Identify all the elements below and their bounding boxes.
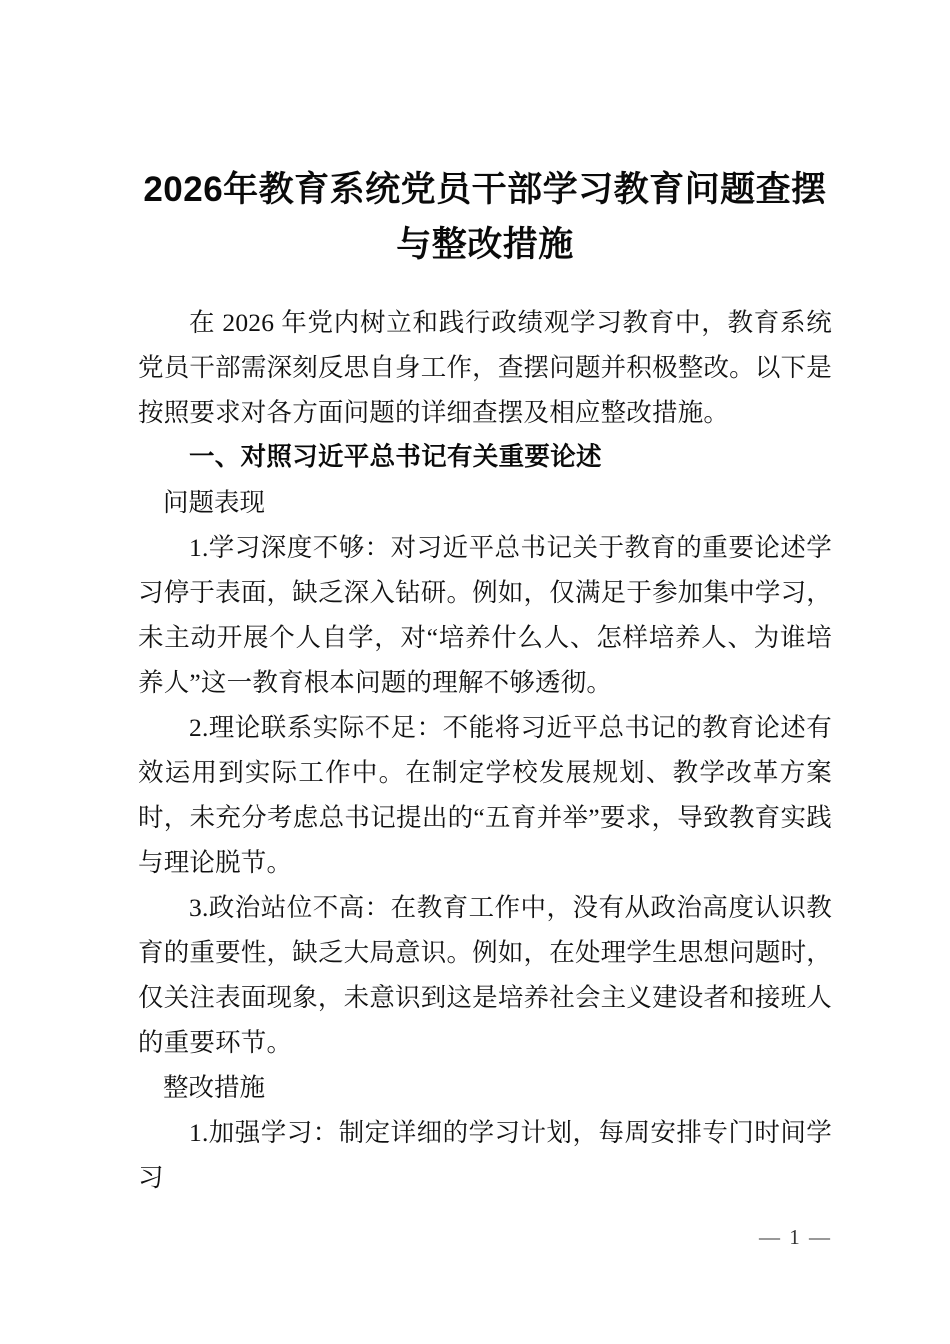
- problem-label-1: 问题表现: [163, 488, 266, 517]
- page-number-footer: — 1 —: [759, 1225, 832, 1249]
- document-title-line-2: 与整改措施: [396, 225, 574, 264]
- document-title-line-1: 2026年教育系统党员干部学习教育问题查摆: [143, 170, 827, 209]
- problem-item-2: 2.理论联系实际不足：不能将习近平总书记的教育论述有效运用到实际工作中。在制定学校发展规划、教学改革方案时，未充分考虑总书记提出的“五育并举”要求，导致教育实践与理论脱节。: [138, 713, 832, 877]
- section-heading-1: 一、对照习近平总书记有关重要论述: [189, 443, 602, 471]
- intro-paragraph: 在 2026 年党内树立和践行政绩观学习教育中，教育系统党员干部需深刻反思自身工作，查摆问题并积极整改。以下是按照要求对各方面问题的详细查摆及相应整改措施。: [138, 308, 832, 427]
- problem-item-3: 3.政治站位不高：在教育工作中，没有从政治高度认识教育的重要性，缺乏大局意识。例如，在处理学生思想问题时，仅关注表面现象，未意识到这是培养社会主义建设者和接班人的重要环节。: [138, 893, 832, 1057]
- problem-item-1: 1.学习深度不够：对习近平总书记关于教育的重要论述学习停于表面，缺乏深入钻研。例如，仅满足于参加集中学习，未主动开展个人自学，对“培养什么人、怎样培养人、为谁培养人”这一教育根本问题的理解不够透彻。: [138, 533, 832, 697]
- document-title: [138, 162, 832, 272]
- measure-label-1: 整改措施: [163, 1073, 266, 1102]
- document-body: [138, 300, 832, 1200]
- measure-item-1: 1.加强学习：制定详细的学习计划，每周安排专门时间学习: [138, 1118, 832, 1192]
